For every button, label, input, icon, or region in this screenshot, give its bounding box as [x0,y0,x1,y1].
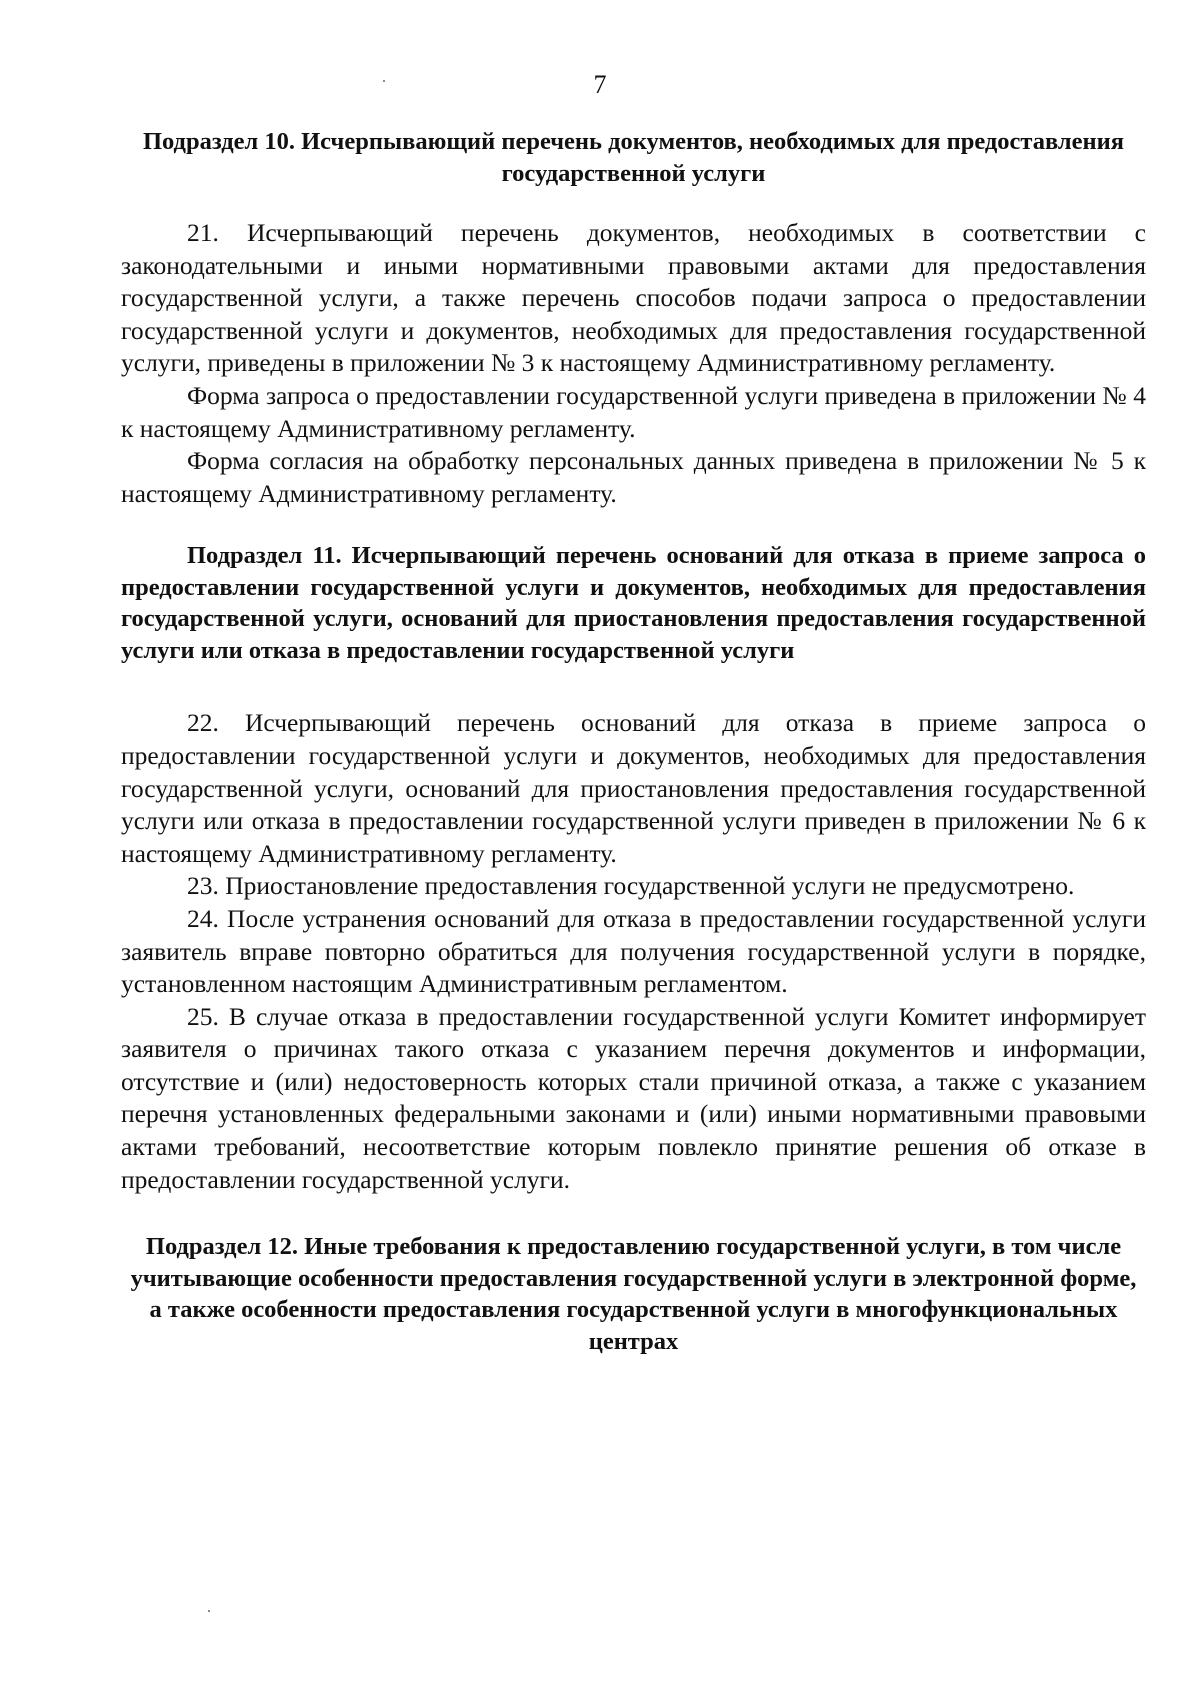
section-10-heading: Подраздел 10. Исчерпывающий перечень документов, необходимых для предоставления государственной услуги [142,128,1125,187]
spacer [121,189,1146,217]
paragraph-23: 23. Приостановление предоставления государственной услуги не предусмотрено. [187,871,1075,901]
paragraph-22: 22. Исчерпывающий перечень оснований для отказа в приеме запроса о предоставлении государственной услуги и документов, необходимых для предоставления государственной услуги, оснований для приостановления предоставления государственной услуги или отказа в предоставлении государственной услуги приведен в приложении № 6 к настоящему Административному регламенту. [121,708,1146,868]
document-body [121,126,1146,1357]
spacer [121,510,1146,540]
paragraph-25: 25. В случае отказа в предоставлении государственной услуги Комитет информирует заявителя о причинах такого отказа с указанием перечня документов и информации, отсутствие и (или) недостоверность которых стали причиной отказа, а также с указанием перечня установленных федеральными законами и (или) иными нормативными правовыми актами требований, несоответствие которым повлекло принятие решения об отказе в предоставлении государственной услуги. [121,1001,1146,1194]
paragraph-consent-form: Форма согласия на обработку персональных данных приведена в приложении № 5 к настоящему Административному регламенту. [121,446,1146,508]
paragraph-24: 24. После устранения оснований для отказа в предоставлении государственной услуги заявитель вправе повторно обратиться для получения государственной услуги в порядке, установленном настоящим Административным регламентом. [121,903,1146,999]
paragraph-21: 21. Исчерпывающий перечень документов, необходимых в соответствии с законодательными и иными нормативными правовыми актами для предоставления государственной услуги, а также перечень способов подачи запроса о предоставлении государственной услуги и документов, необходимых для предоставления государственной услуги, приведены в приложении № 3 к настоящему Административному регламенту. [121,218,1146,378]
scan-speck [208,1610,210,1612]
section-12-heading: Подраздел 12. Иные требования к предоставлению государственной услуги, в том числе учитывающие особенности предоставления государственной услуги в электронной форме, а также особенности предоставления государственной услуги в многофункциональных центрах [130,1233,1137,1355]
spacer [121,1196,1146,1231]
page-number: 7 [593,70,607,99]
section-11-heading: Подраздел 11. Исчерпывающий перечень оснований для отказа в приеме запроса о предоставлении государственной услуги и документов, необходимых для предоставления государственной услуги, оснований для приостановления предоставления государственной услуги или отказа в предоставлении государственной услуги [121,542,1146,664]
spacer [121,666,1146,707]
paragraph-request-form: Форма запроса о предоставлении государственной услуги приведена в приложении № 4 к настоящему Административному регламенту. [121,380,1146,443]
